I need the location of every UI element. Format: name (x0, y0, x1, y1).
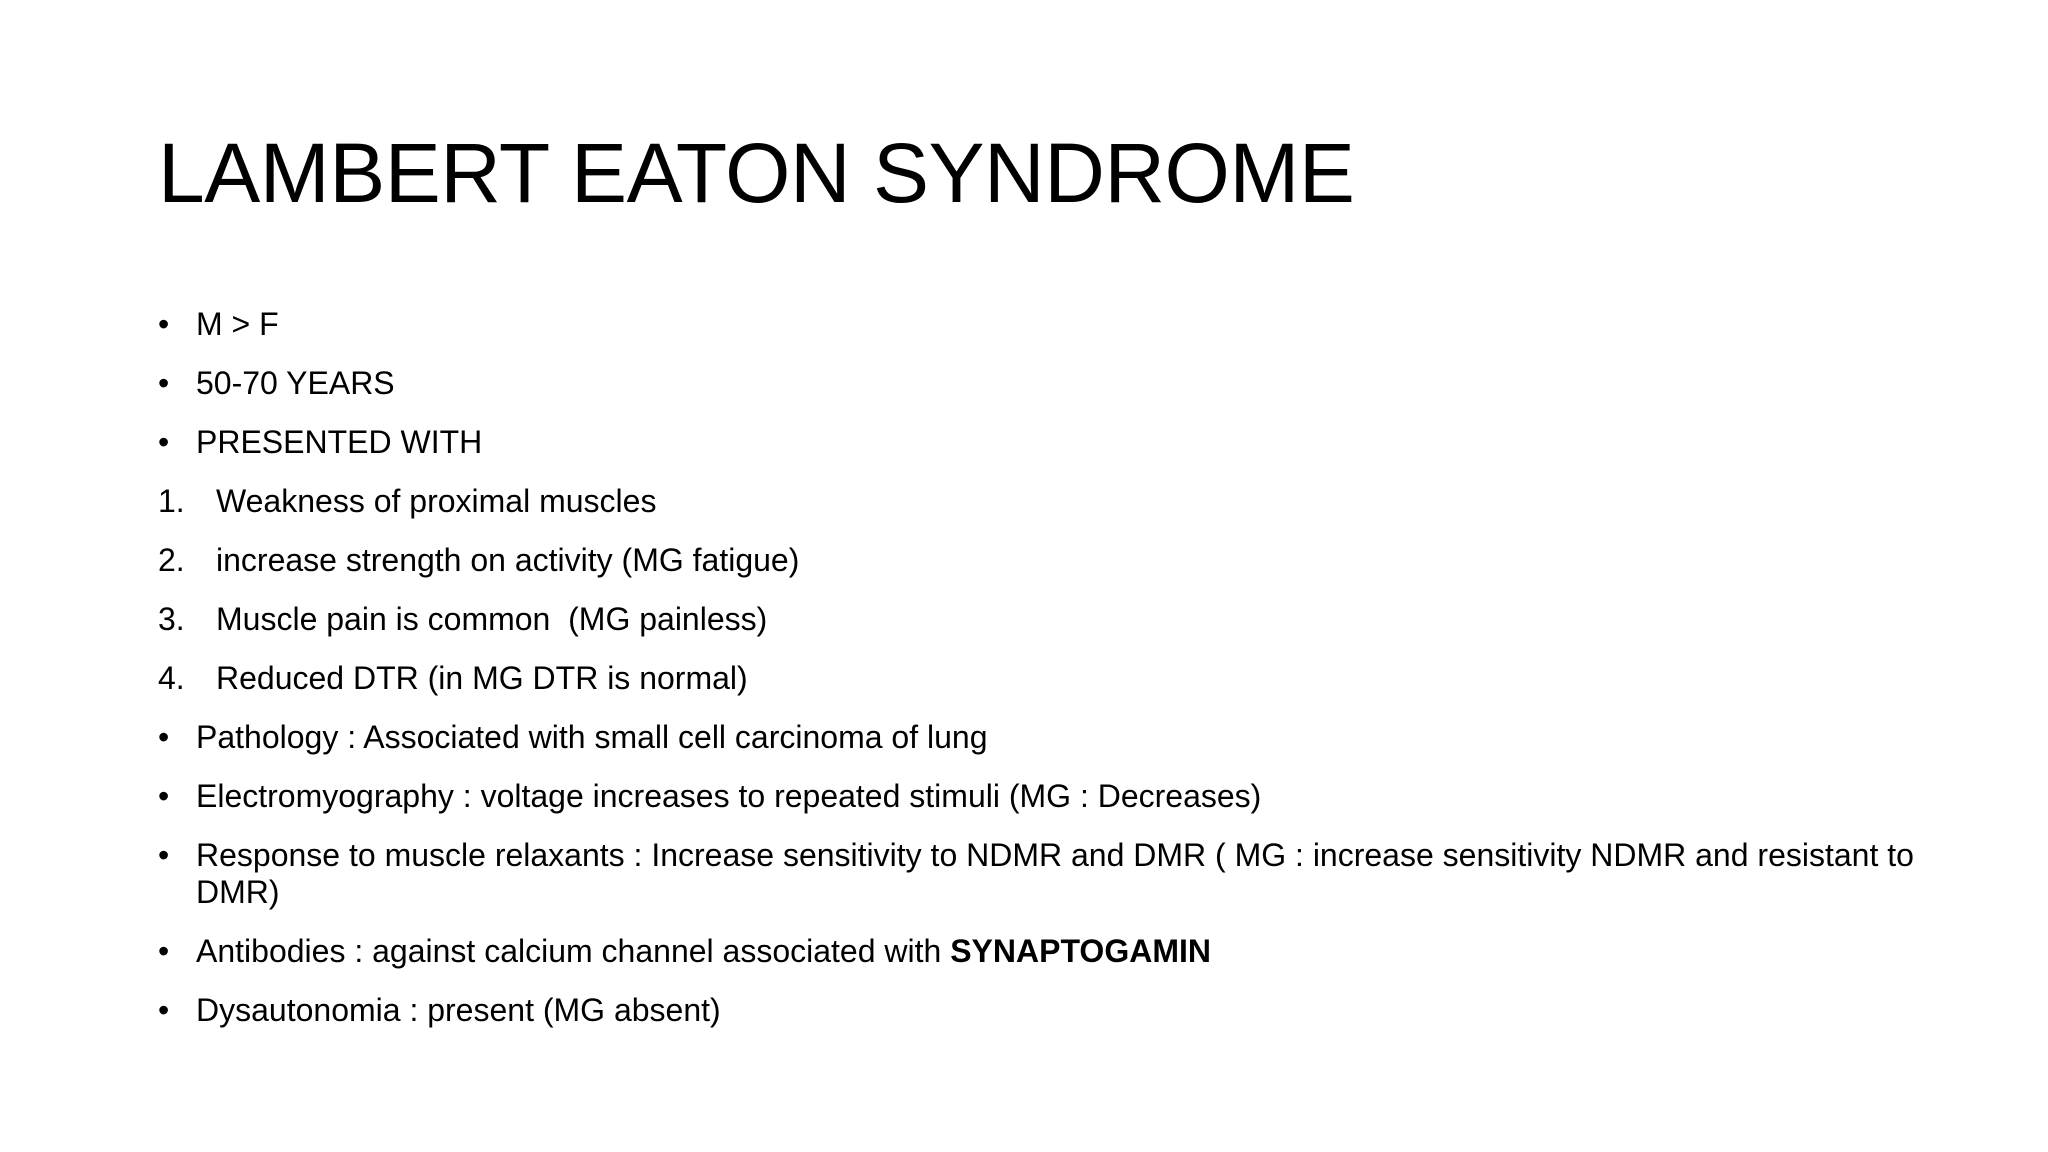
list-item (158, 424, 1918, 461)
bullet-marker: • (158, 837, 170, 873)
list-item-text: increase strength on activity (MG fatigue) (216, 542, 800, 578)
bullet-marker: • (158, 778, 170, 814)
list-item (158, 365, 1918, 402)
number-marker: 4. (158, 660, 185, 696)
bullet-marker: • (158, 933, 170, 969)
bullet-marker: • (158, 719, 170, 755)
numbered-list-item (158, 542, 1918, 579)
bullet-marker: • (158, 306, 170, 342)
list-item-text: Weakness of proximal muscles (216, 483, 657, 519)
number-marker: 1. (158, 483, 185, 519)
number-marker: 2. (158, 542, 185, 578)
numbered-list-item (158, 483, 1918, 520)
bullet-marker: • (158, 992, 170, 1028)
list-item-text: Pathology : Associated with small cell carcinoma of lung (196, 719, 988, 755)
list-item-text: Reduced DTR (in MG DTR is normal) (216, 660, 748, 696)
list-item-text: Dysautonomia : present (MG absent) (196, 992, 721, 1028)
emphasis-text: SYNAPTOGAMIN (950, 933, 1211, 969)
list-item (158, 306, 1918, 343)
number-marker: 3. (158, 601, 185, 637)
list-item-text: Response to muscle relaxants : Increase sensitivity to NDMR and DMR ( MG : increase sensitivity NDMR and resistant to DMR) (196, 837, 1914, 910)
list-item-text: Muscle pain is common (MG painless) (216, 601, 768, 637)
list-item-text: Antibodies : against calcium channel associated with (196, 933, 951, 969)
list-item-text: 50-70 YEARS (196, 365, 395, 401)
list-item-text: M > F (196, 306, 279, 342)
list-item (158, 933, 1918, 970)
numbered-list-item (158, 660, 1918, 697)
slide-content-list (158, 306, 1918, 1051)
list-item (158, 778, 1918, 815)
slide-title: LAMBERT EATON SYNDROME (158, 126, 1355, 220)
list-item (158, 719, 1918, 756)
list-item-text: Electromyography : voltage increases to repeated stimuli (MG : Decreases) (196, 778, 1262, 814)
list-item (158, 992, 1918, 1029)
numbered-list-item (158, 601, 1918, 638)
bullet-marker: • (158, 365, 170, 401)
list-item-text: PRESENTED WITH (196, 424, 483, 460)
list-item (158, 837, 1918, 911)
bullet-marker: • (158, 424, 170, 460)
